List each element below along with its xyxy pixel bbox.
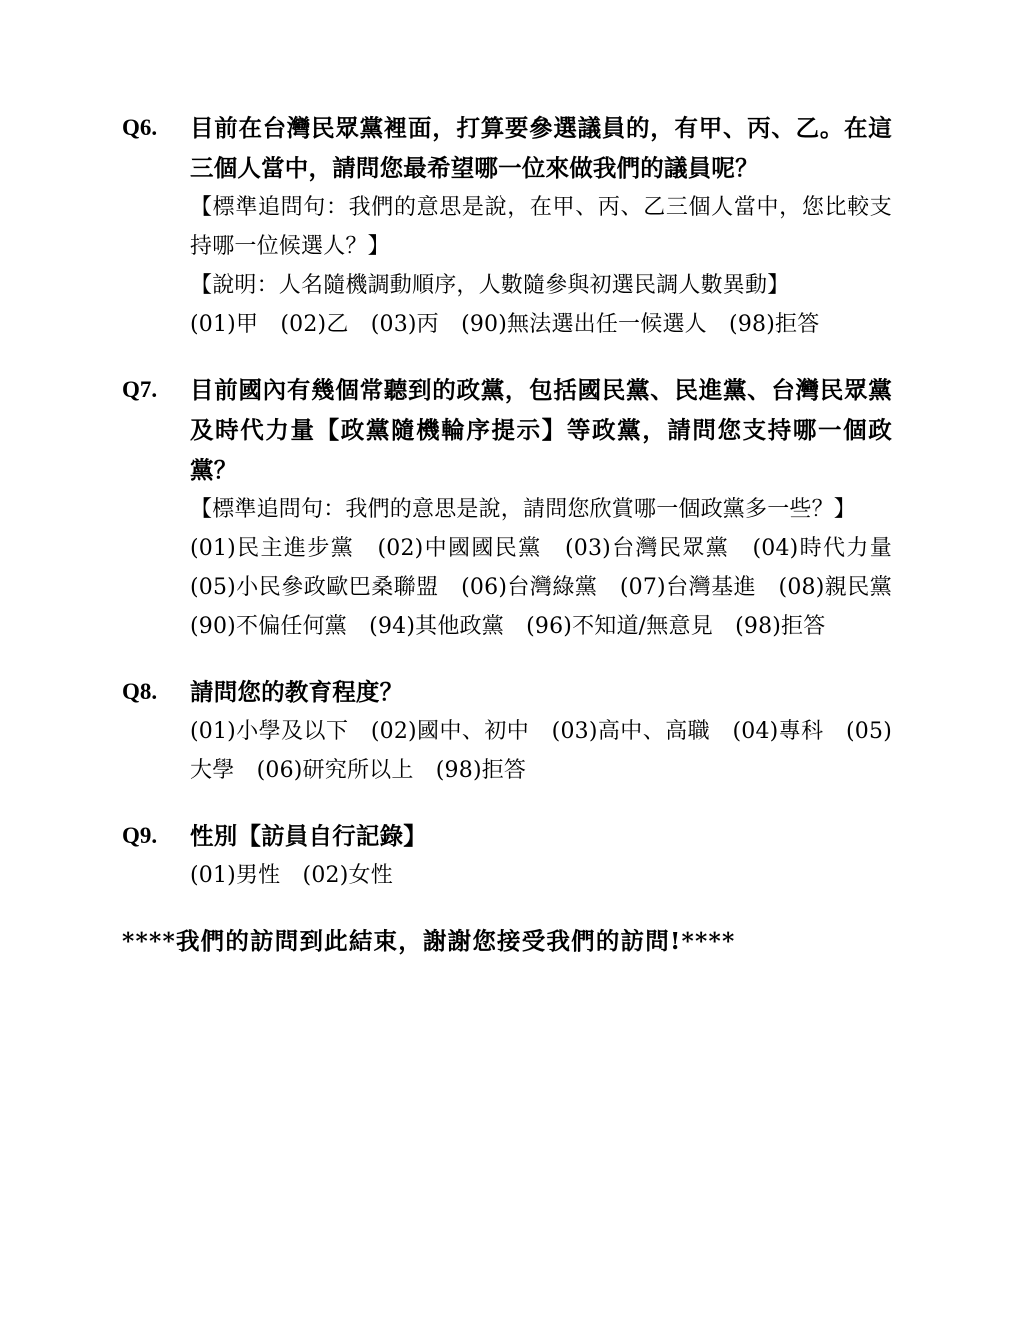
question-body-q8: [190, 672, 892, 790]
closing-statement: ****我們的訪問到此結束，謝謝您接受我們的訪問!****: [122, 927, 736, 955]
question-block-q6: [122, 108, 892, 344]
question-number-q9: Q9.: [122, 823, 158, 848]
question-followup-q6-2: 【說明：人名隨機調動順序，人數隨參與初選民調人數異動】: [190, 273, 790, 298]
question-block-q9: [122, 816, 892, 895]
question-text-q8: 請問您的教育程度？: [190, 678, 404, 706]
question-body-q7: [190, 370, 915, 646]
question-block-q8: [122, 672, 892, 790]
document-content: [122, 108, 915, 961]
question-options-q8: (01)小學及以下 (02)國中、初中 (03)高中、高職 (04)專科 (05)大學 (06)研究所以上 (98)拒答: [190, 719, 892, 783]
question-row: [122, 108, 892, 344]
question-options-q9: (01)男性 (02)女性: [190, 863, 393, 888]
question-followup-q6-1: 【標準追問句：我們的意思是說，在甲、丙、乙三個人當中，您比較支持哪一位候選人？】: [190, 195, 892, 259]
question-text-q6: 目前在台灣民眾黨裡面，打算要參選議員的，有甲、丙、乙。在這三個人當中，請問您最希望哪一位來做我們的議員呢？: [190, 114, 892, 182]
question-options-q6: (01)甲 (02)乙 (03)丙 (90)無法選出任一候選人 (98)拒答: [190, 312, 820, 337]
question-row: [122, 370, 915, 646]
question-body-q6: [190, 108, 892, 344]
question-followup-q7-1: 【標準追問句：我們的意思是說，請問您欣賞哪一個政黨多一些？】: [190, 497, 857, 522]
question-block-q7: [122, 370, 915, 646]
question-number-q6: Q6.: [122, 115, 158, 140]
question-number-q7: Q7.: [122, 377, 158, 402]
question-number-q8: Q8.: [122, 679, 158, 704]
question-options-q7: (01)民主進步黨 (02)中國國民黨 (03)台灣民眾黨 (04)時代力量 (05)小民參政歐巴桑聯盟 (06)台灣綠黨 (07)台灣基進 (08)親民黨 (90)不偏任何黨 (94)其他政黨 (96)不知道/無意見 (98)拒答: [190, 536, 915, 639]
question-text-q9: 性別【訪員自行記錄】: [190, 822, 427, 850]
question-text-q7: 目前國內有幾個常聽到的政黨，包括國民黨、民進黨、台灣民眾黨及時代力量【政黨隨機輪序提示】等政黨，請問您支持哪一個政黨？: [190, 376, 892, 484]
question-body-q9: [190, 816, 892, 895]
question-row: [122, 816, 892, 895]
question-row: [122, 672, 892, 790]
